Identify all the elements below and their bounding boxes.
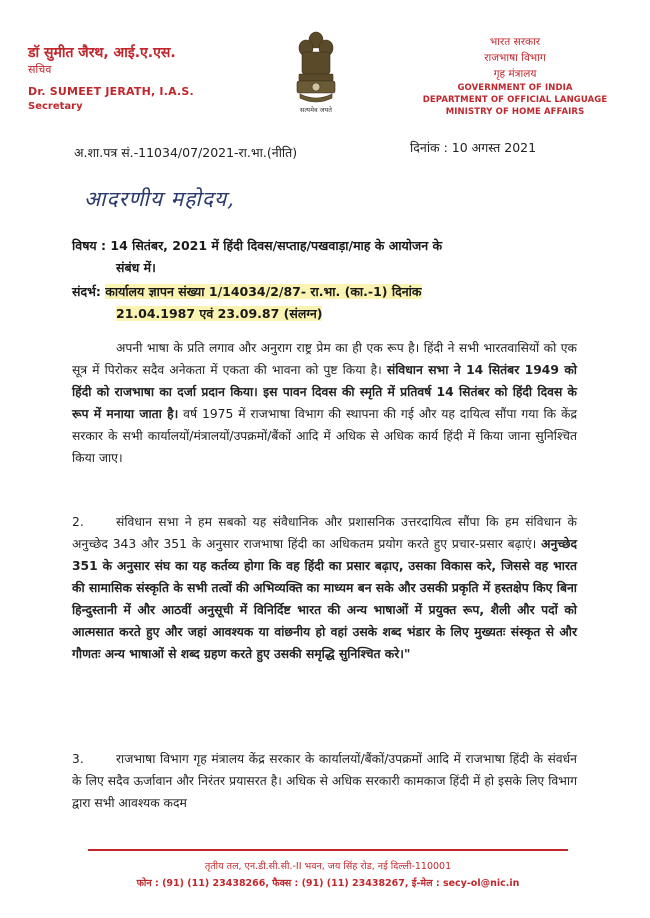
lion-capital-icon xyxy=(294,28,338,106)
paragraph-1 xyxy=(72,337,577,469)
footer-divider xyxy=(88,849,568,851)
subject-label: विषय : xyxy=(72,238,111,253)
reference-line-1: कार्यालय ज्ञापन संख्या 1/14034/2/87- रा.भा. (का.-1) दिनांक xyxy=(105,284,422,299)
ministry-english: MINISTRY OF HOME AFFAIRS xyxy=(445,107,585,117)
paragraph-2-number: 2. xyxy=(72,515,84,529)
handwritten-salutation: आदरणीय महोदय, xyxy=(84,187,235,211)
officer-designation-english: Secretary xyxy=(28,101,83,112)
paragraph-2 xyxy=(72,511,577,665)
reference-block xyxy=(72,281,577,325)
paragraph-3-text: राजभाषा विभाग गृह मंत्रालय केंद्र सरकार के कार्यालयों/बैंकों/उपक्रमों आदि में राजभाषा हिंदी के संवर्धन के लिए सदैव ऊर्जावान और निरंतर प्रयासरत है। अधिक से अधिक सरकारी कामकाज हिंदी में हो इसके लिए विभाग द्वारा सभी आवश्यक कदम xyxy=(72,752,577,810)
paragraph-1-bold: संविधान सभा ने 14 सितंबर 1949 को हिंदी को राजभाषा का दर्जा प्रदान किया। इस पावन दिवस की स्मृति में प्रतिवर्ष 14 सितंबर को हिंदी दिवस के रूप में मनाया जाता है। xyxy=(72,363,577,421)
ministry-block xyxy=(406,34,624,118)
officer-designation-hindi: सचिव xyxy=(28,63,52,76)
paragraph-3-number: 3. xyxy=(72,752,84,766)
paragraph-3 xyxy=(72,748,577,814)
emblem-motto: सत्यमेव जयते xyxy=(300,106,332,114)
officer-name-english: Dr. SUMEET JERATH, I.A.S. xyxy=(28,85,194,98)
govt-hindi: भारत सरकार xyxy=(489,36,541,48)
subject-line-1: 14 सितंबर, 2021 में हिंदी दिवस/सप्ताह/पखवाड़ा/माह के आयोजन के xyxy=(110,238,443,253)
reference-number: अ.शा.पत्र सं.-11034/07/2021-रा.भा.(नीति) xyxy=(74,145,298,160)
paragraph-2-bold: अनुच्छेद 351 के अनुसार संघ का यह कर्तव्य होगा कि वह हिंदी का प्रसार बढ़ाए, उसका विकास करे, जिससे वह भारत की सामासिक संस्कृति के सभी तत्वों की अभिव्यक्ति का माध्यम बन सके और उसकी प्रकृति में हस्तक्षेप किए बिना हिन्दुस्तानी में और आठवीं अनुसूची में विनिर्दिष्ट भारत की अन्य भाषाओं में प्रयुक्त रूप, शैली और पदों को आत्मसात करते हुए और जहां आवश्यक या वांछनीय हो वहां उसके शब्द भंडार के लिए मुख्यतः संस्कृत से और गौणतः अन्य भाषाओं से शब्द ग्रहण करते हुए उसकी समृद्धि सुनिश्चित करे।" xyxy=(72,537,577,661)
officer-name-hindi: डॉ सुमीत जैरथ, आई.ए.एस. xyxy=(28,45,176,61)
national-emblem xyxy=(286,28,346,120)
footer-address: तृतीय तल, एन.डी.सी.सी.-II भवन, जय सिंह रोड, नई दिल्ली-110001 xyxy=(204,861,452,872)
paragraph-1-intro: अपनी भाषा के प्रति लगाव और अनुराग राष्ट्र प्रेम का ही एक रूप है। हिंदी ने सभी भारतवासियों को एक सूत्र में पिरोकर सदैव अनेकता में एकता की भावना को पुष्ट किया है। xyxy=(72,341,577,377)
reference-line-2: 21.04.1987 एवं 23.09.87 (संलग्न) xyxy=(116,306,323,321)
footer xyxy=(60,858,596,892)
ministry-hindi: गृह मंत्रालय xyxy=(493,68,537,80)
subject-block xyxy=(72,235,572,279)
footer-contact: फोन : (91) (11) 23438266, फैक्स : (91) (11) 23438267, ई-मेल : secy-ol@nic.in xyxy=(136,878,520,889)
govt-english: GOVERNMENT OF INDIA xyxy=(457,83,573,93)
subject-line-2: संबंध में। xyxy=(116,260,156,275)
officer-block xyxy=(28,44,268,114)
dept-english: DEPARTMENT OF OFFICIAL LANGUAGE xyxy=(422,95,608,105)
paragraph-1-end: वर्ष 1975 में राजभाषा विभाग की स्थापना की गई और यह दायित्व सौंपा गया कि केंद्र सरकार के सभी कार्यालयों/मंत्रालयों/उपक्रमों/बैंकों आदि में अधिक से अधिक कार्य हिंदी में किया जाना सुनिश्चित किया जाए। xyxy=(72,407,577,465)
reference-label: संदर्भ: xyxy=(72,284,106,299)
letter-date: दिनांक : 10 अगस्त 2021 xyxy=(410,140,537,155)
paragraph-2-intro: संविधान सभा ने हम सबको यह संवैधानिक और प्रशासनिक उत्तरदायित्व सौंपा कि हम संविधान के अनुच्छेद 343 और 351 के अनुसार राजभाषा हिंदी का अधिकतम प्रयोग करते हुए प्रचार-प्रसार बढ़ाएं। xyxy=(72,515,577,551)
dept-hindi: राजभाषा विभाग xyxy=(484,52,546,64)
